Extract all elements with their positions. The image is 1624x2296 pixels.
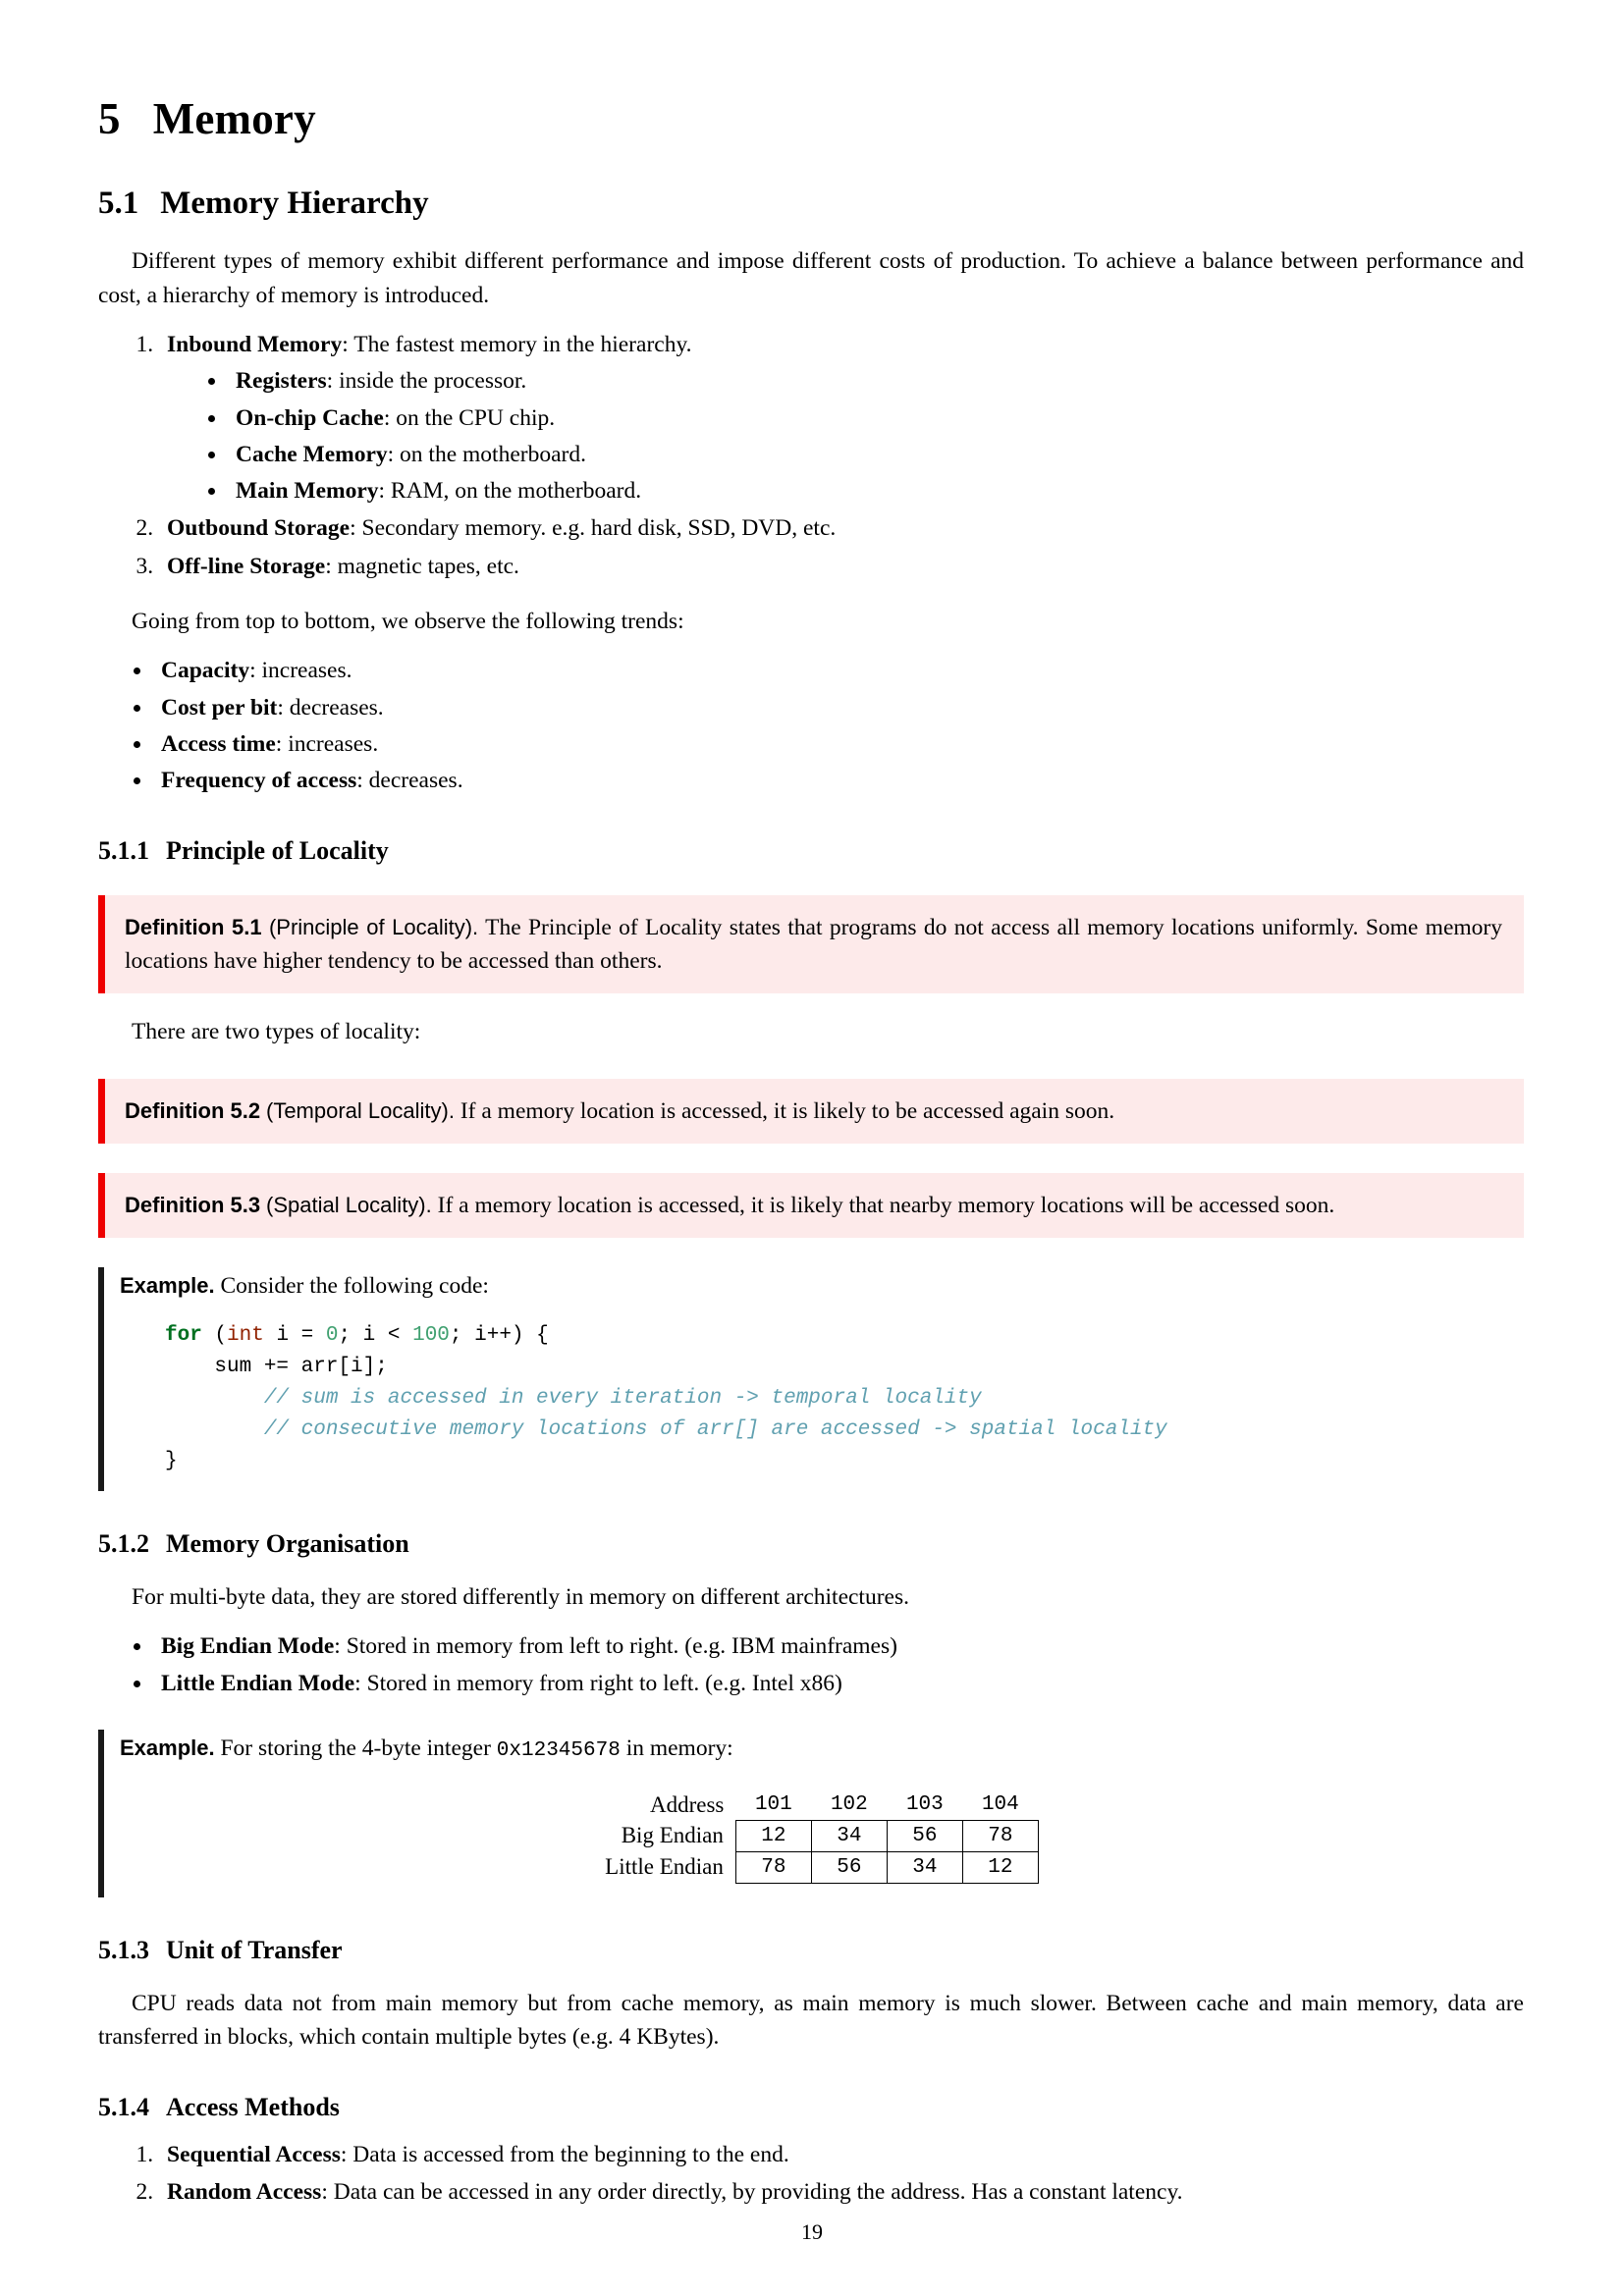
term-inbound-memory: Inbound Memory: [167, 331, 343, 357]
list-access-methods: [98, 2138, 1524, 2210]
nested-inbound-list-wrap: [167, 364, 1524, 507]
big-endian-cell-3: 78: [962, 1820, 1038, 1851]
list-item-offline-storage: [159, 550, 1524, 583]
example-text-after-value: in memory:: [620, 1735, 733, 1762]
definition-text-5-2: If a memory location is accessed, it is likely to be accessed again soon.: [454, 1097, 1115, 1124]
definition-box-5-3: [98, 1173, 1524, 1238]
definition-label-5-2: Definition 5.2: [125, 1097, 261, 1123]
code-block-locality: [120, 1320, 1524, 1477]
desc-access-time: : increases.: [275, 730, 379, 757]
list-item-inbound-memory: [159, 328, 1524, 507]
paragraph-two-types-locality: There are two types of locality:: [132, 1019, 421, 1045]
code-token: ; i <: [338, 1324, 413, 1348]
page-content: [98, 94, 1524, 2209]
example-box-endian-table: [98, 1730, 1524, 1897]
example-label-endian: Example.: [120, 1735, 215, 1761]
term-little-endian-mode: Little Endian Mode: [161, 1670, 355, 1696]
endian-table-wrapper: [120, 1790, 1524, 1884]
definition-label-5-1: Definition 5.1: [125, 914, 262, 939]
endian-table: [605, 1790, 1039, 1884]
list-item-cache-memory: [228, 438, 1524, 471]
chapter-heading: [98, 94, 1524, 145]
term-capacity: Capacity: [161, 658, 250, 684]
address-cell-3: 104: [981, 1792, 1019, 1816]
subsection-title-5-1-2: Memory Organisation: [166, 1529, 409, 1558]
desc-little-endian-mode: : Stored in memory from right to left. (e.g. Intel x86): [354, 1670, 842, 1696]
little-endian-cell-2: 34: [887, 1851, 962, 1883]
definition-label-5-3: Definition 5.3: [125, 1192, 261, 1217]
definition-name-5-3: (Spatial Locality).: [266, 1192, 432, 1217]
list-item-main-memory: [228, 474, 1524, 507]
code-token: ; i++) {: [449, 1324, 549, 1348]
table-row-little-endian: [605, 1851, 1038, 1883]
list-item-capacity: [153, 654, 1524, 687]
little-endian-cell-3: 12: [962, 1851, 1038, 1883]
list-item-random-access: [159, 2175, 1524, 2209]
row-label-little-endian: Little Endian: [605, 1854, 724, 1880]
code-token: int: [227, 1324, 264, 1348]
term-cost-per-bit: Cost per bit: [161, 694, 278, 721]
code-token: // sum is accessed in every iteration -> temporal locality: [165, 1387, 982, 1411]
paragraph-memory-organisation-intro: For multi-byte data, they are stored differently in memory on different architectures.: [132, 1584, 909, 1611]
term-frequency-of-access: Frequency of access: [161, 768, 357, 794]
definition-text-5-1: The Principle of Locality states that programs do not access all memory locations uniformly. Some memory locations have higher tendency to be accessed than others.: [125, 914, 1503, 974]
list-item-on-chip-cache: [228, 401, 1524, 435]
desc-capacity: : increases.: [249, 658, 352, 684]
desc-cache-memory: : on the motherboard.: [387, 441, 586, 467]
desc-on-chip-cache: : on the CPU chip.: [383, 404, 556, 431]
term-access-time: Access time: [161, 730, 276, 757]
definition-name-5-1: (Principle of Locality).: [268, 914, 479, 939]
little-endian-cell-1: 56: [811, 1851, 887, 1883]
term-offline-storage: Off-line Storage: [167, 553, 326, 579]
code-token: i =: [263, 1324, 326, 1348]
list-endian-modes: [98, 1629, 1524, 1700]
example-intro-line: [120, 1269, 1524, 1303]
term-random-access: Random Access: [167, 2179, 322, 2206]
subsection-heading-5-1-1: [98, 835, 1524, 866]
term-on-chip-cache: On-chip Cache: [236, 404, 384, 431]
example-intro-endian: [120, 1732, 1524, 1765]
example-text-before-value: For storing the 4-byte integer: [214, 1735, 497, 1762]
term-registers: Registers: [236, 368, 327, 395]
section-title-5-1: Memory Hierarchy: [160, 185, 429, 221]
chapter-number: 5: [98, 94, 121, 143]
list-item-sequential-access: [159, 2138, 1524, 2171]
subsection-number-5-1-1: 5.1.1: [98, 835, 149, 865]
list-trends: [98, 654, 1524, 797]
term-main-memory: Main Memory: [236, 478, 379, 505]
definition-text-5-3: If a memory location is accessed, it is likely that nearby memory locations will be accessed soon.: [431, 1192, 1335, 1218]
example-label-code: Example.: [120, 1273, 215, 1299]
code-token: // consecutive memory locations of arr[] are accessed -> spatial locality: [165, 1418, 1167, 1442]
definition-name-5-2: (Temporal Locality).: [266, 1097, 455, 1123]
list-item-little-endian-mode: [153, 1667, 1524, 1700]
code-token: (: [201, 1324, 228, 1348]
row-label-address: Address: [649, 1792, 725, 1818]
subsection-heading-5-1-3: [98, 1935, 1524, 1965]
desc-random-access: : Data can be accessed in any order directly, by providing the address. Has a constant latency.: [321, 2179, 1183, 2206]
list-item-frequency-of-access: [153, 764, 1524, 797]
list-item-access-time: [153, 727, 1524, 761]
subsection-heading-5-1-4: [98, 2092, 1524, 2122]
definition-box-5-2: [98, 1079, 1524, 1144]
list-item-registers: [228, 364, 1524, 398]
example-hex-value: 0x12345678: [496, 1739, 621, 1763]
code-token: 100: [412, 1324, 450, 1348]
address-cell-1: 102: [830, 1792, 868, 1816]
big-endian-cell-1: 34: [811, 1820, 887, 1851]
desc-cost-per-bit: : decreases.: [277, 694, 384, 721]
subsection-title-5-1-3: Unit of Transfer: [166, 1935, 343, 1964]
subsection-number-5-1-2: 5.1.2: [98, 1529, 149, 1558]
desc-outbound-storage: : Secondary memory. e.g. hard disk, SSD, DVD, etc.: [350, 515, 837, 542]
big-endian-cell-2: 56: [887, 1820, 962, 1851]
subsection-number-5-1-4: 5.1.4: [98, 2092, 149, 2121]
little-endian-cell-0: 78: [735, 1851, 811, 1883]
big-endian-cell-0: 12: [735, 1820, 811, 1851]
desc-inbound-memory: : The fastest memory in the hierarchy.: [342, 331, 692, 357]
code-token: for: [165, 1324, 202, 1348]
desc-sequential-access: : Data is accessed from the beginning to the end.: [340, 2141, 789, 2167]
section-number-5-1: 5.1: [98, 185, 139, 221]
subsection-title-5-1-1: Principle of Locality: [166, 835, 389, 865]
section-heading-5-1: [98, 185, 1524, 224]
example-box-locality-code: [98, 1267, 1524, 1491]
subsection-title-5-1-4: Access Methods: [166, 2092, 340, 2121]
address-cell-0: 101: [754, 1792, 792, 1816]
page-number: 19: [801, 2219, 823, 2244]
code-token: 0: [325, 1324, 339, 1348]
desc-registers: : inside the processor.: [326, 368, 527, 395]
term-sequential-access: Sequential Access: [167, 2141, 341, 2167]
paragraph-memory-hierarchy-intro: Different types of memory exhibit different performance and impose different costs of production. To achieve a balance between performance and cost, a hierarchy of memory is introduced.: [98, 248, 1524, 308]
term-outbound-storage: Outbound Storage: [167, 515, 351, 542]
paragraph-unit-of-transfer: CPU reads data not from main memory but from cache memory, as main memory is much slower. Between cache and main memory, data are transferred in blocks, which contain multiple bytes (e.g. 4 KBytes).: [98, 1991, 1524, 2051]
list-inbound-subitems: [167, 364, 1524, 507]
definition-box-5-1: [98, 895, 1524, 994]
code-token: sum += arr[i];: [165, 1356, 388, 1379]
desc-frequency-of-access: : decreases.: [356, 768, 463, 794]
term-big-endian-mode: Big Endian Mode: [161, 1633, 335, 1660]
list-item-big-endian-mode: [153, 1629, 1524, 1663]
desc-main-memory: : RAM, on the motherboard.: [378, 478, 642, 505]
table-row-address: [605, 1790, 1038, 1820]
term-cache-memory: Cache Memory: [236, 441, 388, 467]
subsection-heading-5-1-2: [98, 1528, 1524, 1559]
chapter-title: Memory: [152, 94, 316, 143]
row-label-big-endian: Big Endian: [621, 1823, 724, 1848]
example-text-code: Consider the following code:: [214, 1273, 489, 1300]
subsection-number-5-1-3: 5.1.3: [98, 1935, 149, 1964]
desc-offline-storage: : magnetic tapes, etc.: [325, 553, 519, 579]
paragraph-trends-intro: Going from top to bottom, we observe the following trends:: [132, 609, 684, 635]
list-item-outbound-storage: [159, 511, 1524, 545]
code-token: }: [165, 1450, 178, 1473]
list-item-cost-per-bit: [153, 691, 1524, 724]
address-cell-2: 103: [905, 1792, 944, 1816]
desc-big-endian-mode: : Stored in memory from left to right. (e.g. IBM mainframes): [334, 1633, 897, 1660]
table-row-big-endian: [605, 1820, 1038, 1851]
list-memory-hierarchy: [98, 328, 1524, 583]
